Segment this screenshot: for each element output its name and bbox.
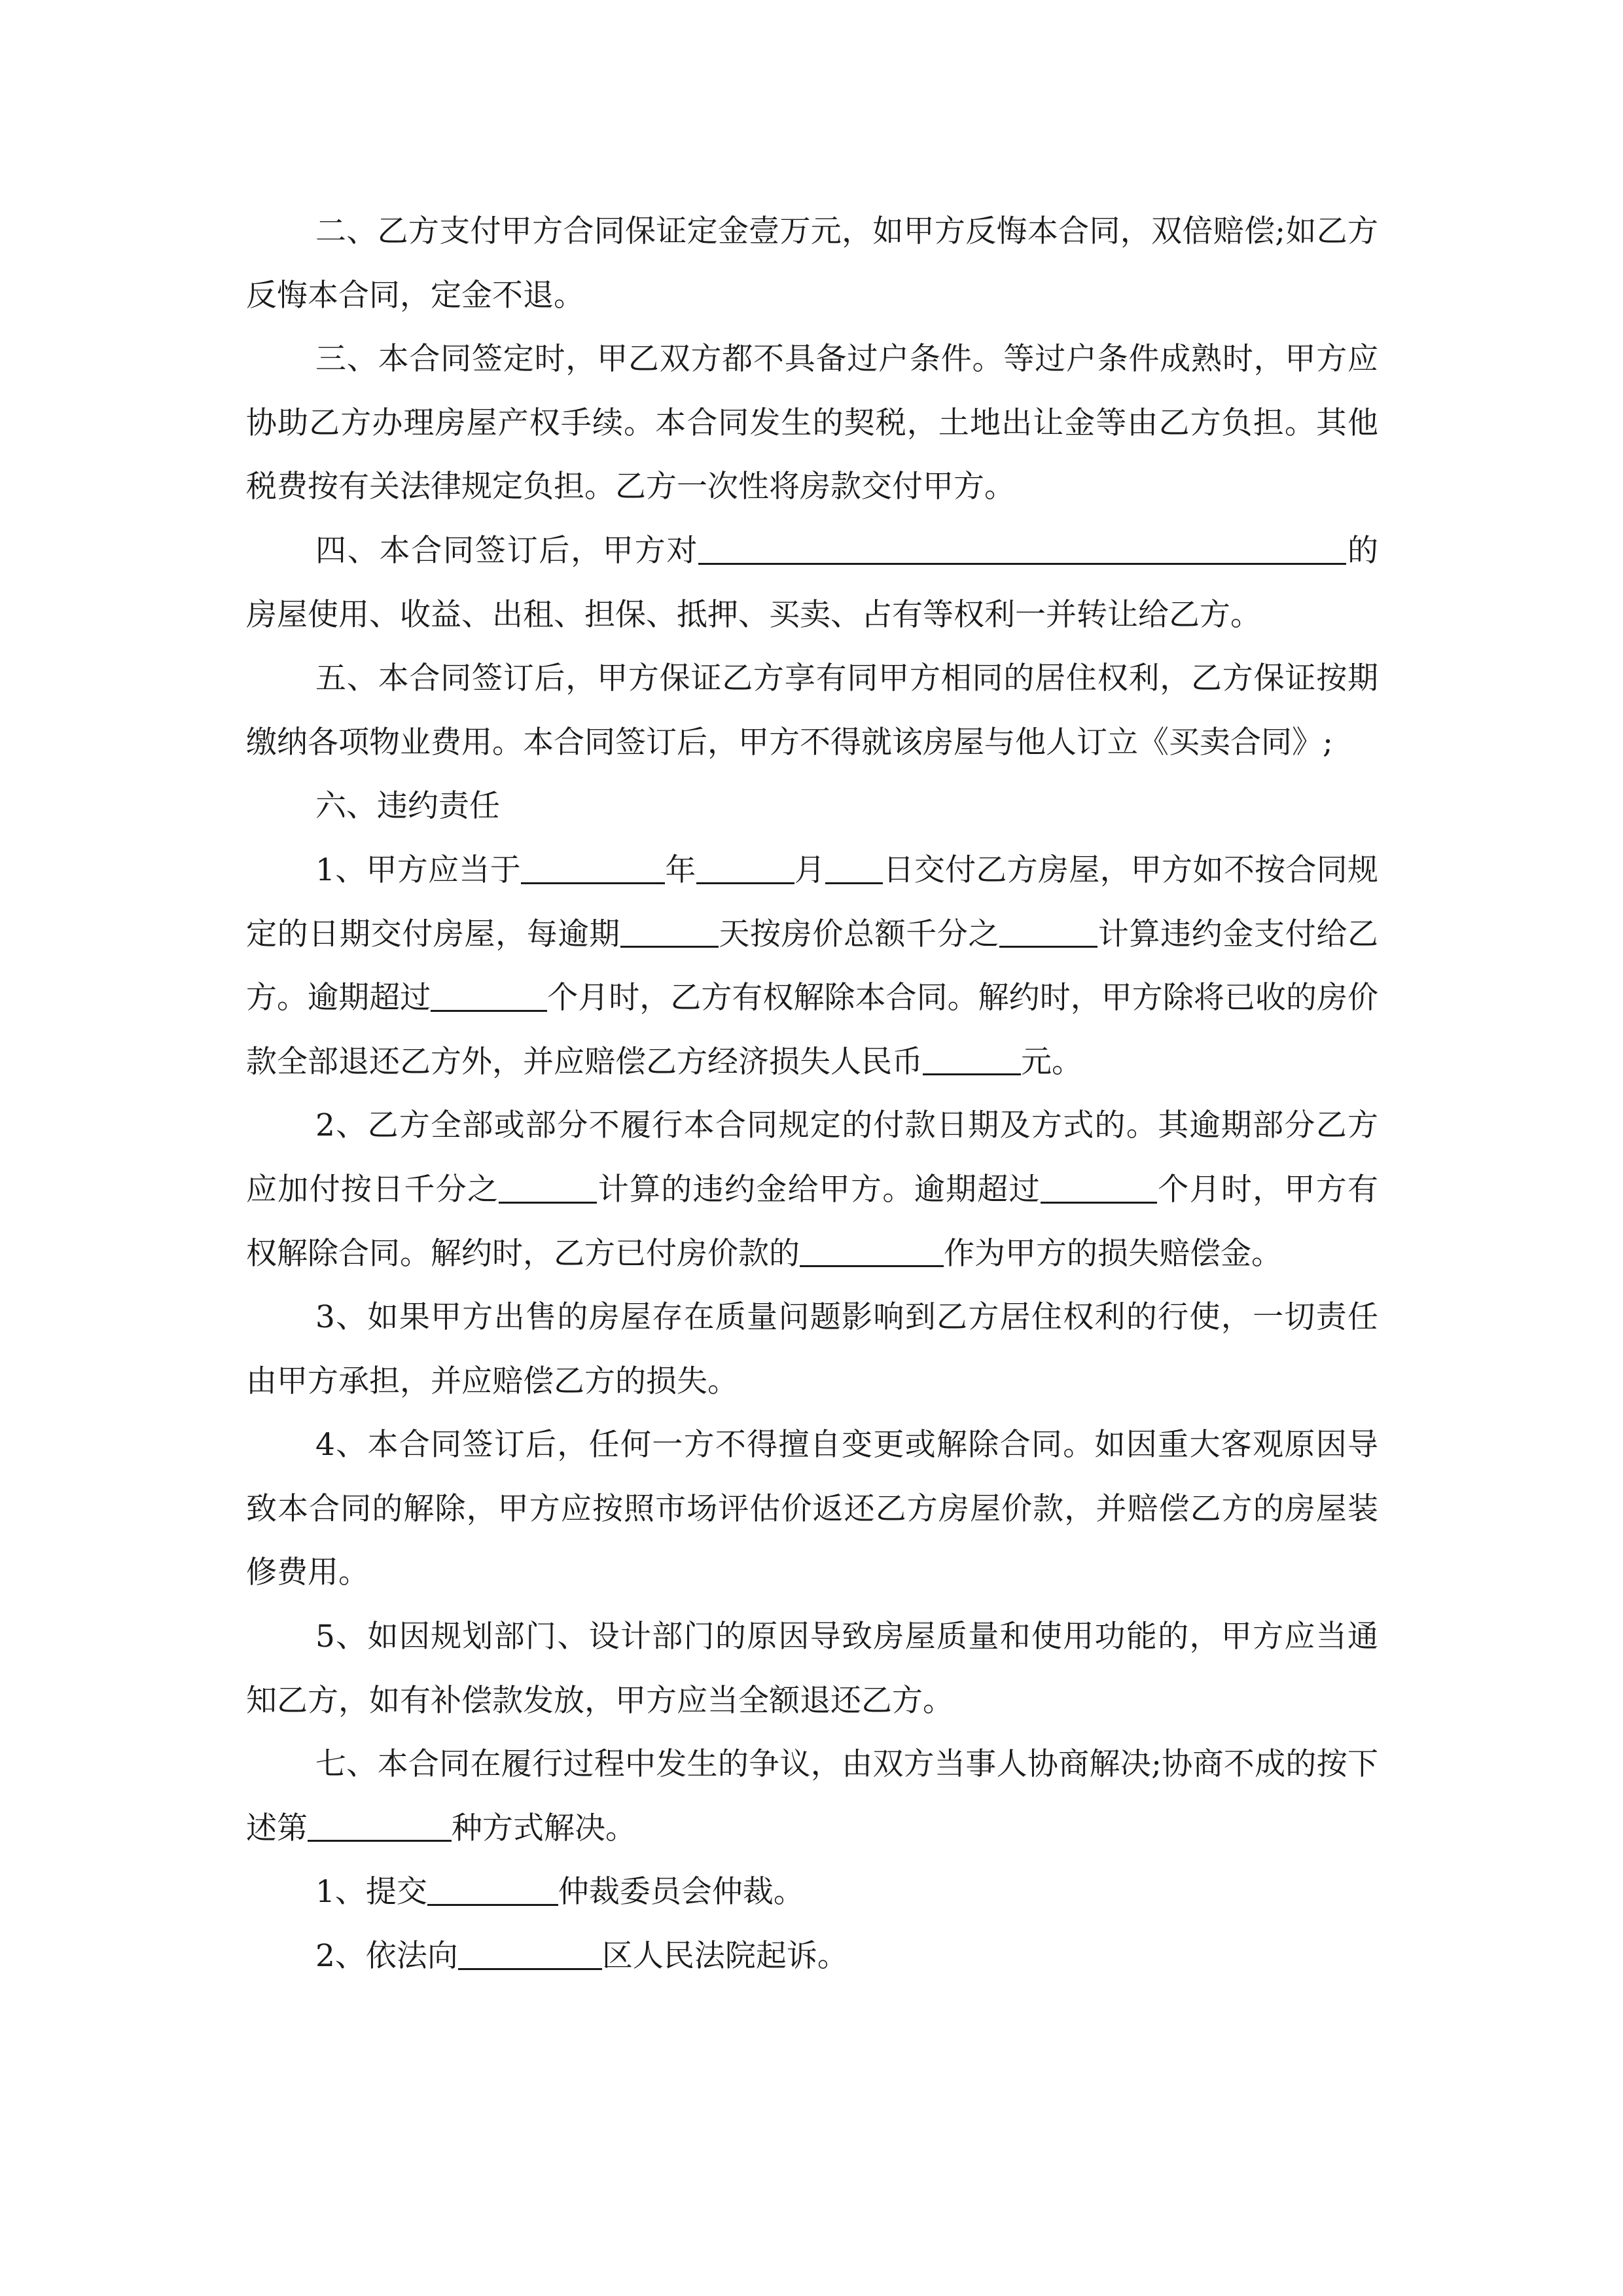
liability-item-5: 5、如因规划部门、设计部门的原因导致房屋质量和使用功能的，甲方应当通知乙方，如有补偿款发放，甲方应当全额退还乙方。 — [246, 1619, 1378, 1719]
blank-resolution-method — [308, 1808, 452, 1842]
clause-text: 1、提交 — [315, 1874, 427, 1910]
liability-item-1 — [246, 838, 1378, 1094]
clause-text: 四、本合同签订后，甲方对 — [315, 532, 699, 569]
liability-item-4: 4、本合同签订后，任何一方不得擅自变更或解除合同。如因重大客观原因导致本合同的解除，甲方应按照市场评估价返还乙方房屋价款，并赔偿乙方的房屋装修费用。 — [246, 1427, 1378, 1591]
blank-daily-rate — [499, 1169, 597, 1203]
clause-2-deposit: 二、乙方支付甲方合同保证定金壹万元，如甲方反悔本合同，双倍赔偿;如乙方反悔本合同，定金不退。 — [246, 213, 1378, 314]
section-heading-liability: 六、违约责任 — [315, 788, 500, 825]
clause-text: 种方式解决。 — [452, 1810, 636, 1846]
clause-text: 仲裁委员会仲裁。 — [558, 1874, 804, 1910]
clause-text: 元。 — [1021, 1043, 1082, 1080]
clause-text: 个月时，乙方有权解除本合同。解约时，甲方除将已收的房价款全部退还乙方外，并应赔偿乙方经济损失人民币 — [246, 980, 1379, 1080]
blank-paid-portion — [800, 1233, 944, 1267]
dispute-option-2 — [246, 1924, 1378, 1988]
blank-arbitration-committee — [427, 1872, 558, 1906]
clause-text: 的房屋使用、收益、出租、担保、抵押、买卖、占有等权利一并转让给乙方。 — [246, 532, 1379, 633]
clause-text: 1、甲方应当于 — [315, 852, 522, 888]
clause-text: 作为甲方的损失赔偿金。 — [944, 1235, 1282, 1272]
clause-4-rights — [246, 519, 1378, 647]
clause-text: 区人民法院起诉。 — [601, 1938, 848, 1975]
clause-3-transfer: 三、本合同签定时，甲乙双方都不具备过户条件。等过户条件成熟时，甲方应协助乙方办理房屋产权手续。本合同发生的契税，土地出让金等由乙方负担。其他税费按有关法律规定负担。乙方一次性将房款交付甲方。 — [246, 341, 1378, 505]
blank-compensation-amount — [923, 1041, 1021, 1075]
blank-court-district — [458, 1935, 602, 1969]
clause-text: 2、乙方全部或部分不履行本合同规定的付款日期及方式的。其逾期部分乙方应加付按日千分之 — [246, 1107, 1378, 1208]
clause-text: 2、依法向 — [315, 1938, 458, 1975]
contract-body — [246, 200, 1378, 1988]
clause-text: 日交付乙方房屋，甲方如不按合同规定的日期交付房屋，每逾期 — [246, 852, 1379, 952]
clause-text: 计算违约金支付给乙方。逾期超过 — [246, 916, 1379, 1016]
clause-text: 年 — [665, 852, 696, 888]
blank-day — [825, 850, 883, 884]
clause-text: 月 — [794, 852, 826, 888]
blank-overdue-days — [620, 914, 719, 948]
blank-overdue-months-2 — [1041, 1169, 1157, 1203]
blank-property-address — [698, 530, 1346, 564]
liability-item-3: 3、如果甲方出售的房屋存在质量问题影响到乙方居住权利的行使，一切责任由甲方承担，并应赔偿乙方的损失。 — [246, 1299, 1378, 1399]
clause-text: 七、本合同在履行过程中发生的争议，由双方当事人协商解决;协商不成的按下述第 — [246, 1746, 1378, 1846]
liability-item-2 — [246, 1094, 1378, 1285]
clause-text: 个月时，甲方有权解除合同。解约时，乙方已付房价款的 — [246, 1171, 1379, 1272]
blank-month — [696, 850, 794, 884]
clause-text: 天按房价总额千分之 — [718, 916, 1000, 952]
dispute-option-1 — [246, 1860, 1378, 1924]
clause-7-disputes — [246, 1732, 1378, 1860]
blank-year — [521, 850, 665, 884]
clause-5-residence: 五、本合同签订后，甲方保证乙方享有同甲方相同的居住权利，乙方保证按期缴纳各项物业费用。本合同签订后，甲方不得就该房屋与他人订立《买卖合同》; — [246, 660, 1378, 761]
blank-overdue-months — [431, 977, 547, 1011]
blank-per-mille-rate — [999, 914, 1097, 948]
clause-text: 计算的违约金给甲方。逾期超过 — [597, 1171, 1041, 1208]
